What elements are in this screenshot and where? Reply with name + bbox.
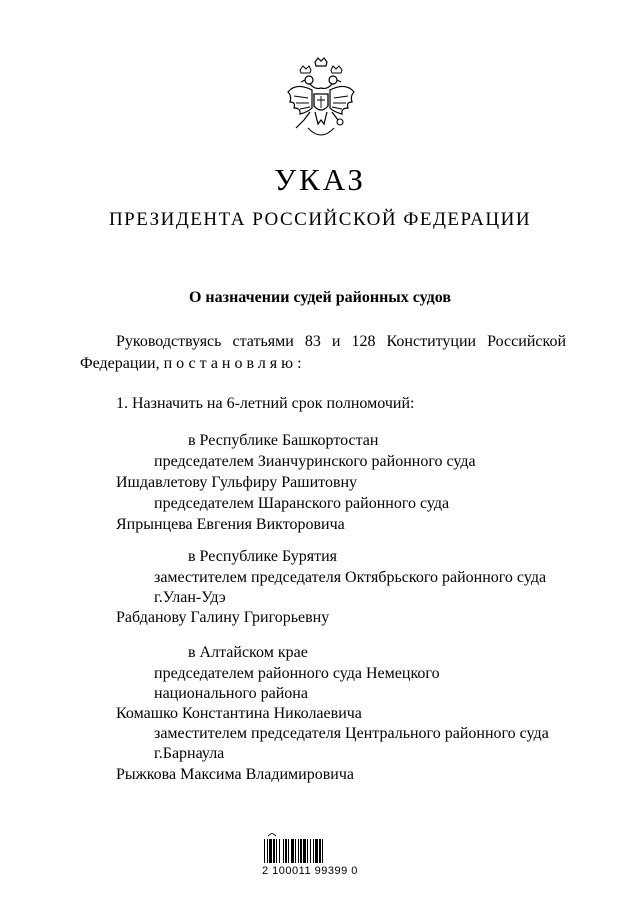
barcode-bar — [283, 839, 284, 863]
decree-title: УКАЗ — [274, 162, 366, 197]
section-3-region: в Алтайском крае — [188, 644, 308, 661]
barcode-bar — [279, 839, 280, 863]
barcode-bar — [303, 839, 306, 863]
decree-subtitle: ПРЕЗИДЕНТА РОССИЙСКОЙ ФЕДЕРАЦИИ — [108, 209, 532, 230]
barcode-bar — [269, 839, 272, 863]
coat-of-arms-emblem — [282, 56, 360, 146]
section-2-region: в Республике Бурятия — [188, 548, 338, 565]
barcode-bar — [300, 839, 302, 863]
preamble-decree-word: постановляю: — [163, 355, 306, 372]
section-2-line-3: Рабданову Галину Григорьевну — [116, 609, 330, 626]
barcode-bar — [315, 839, 318, 863]
barcode-bar — [298, 839, 299, 863]
section-3-line-5: г.Барнаула — [154, 745, 225, 762]
section-1-line-1: председателем Зианчуринского районного суда — [154, 453, 476, 470]
barcode-bar — [291, 839, 294, 863]
section-3-line-6: Рыжкова Максима Владимировича — [116, 766, 355, 783]
barcode-bar — [313, 839, 314, 863]
barcode-bar — [295, 839, 296, 863]
section-2-line-2: г.Улан-Удэ — [154, 589, 226, 606]
barcode-bar — [319, 839, 321, 863]
preamble-line-2 — [80, 353, 306, 375]
barcode-bar — [307, 839, 308, 863]
barcode-bar — [288, 839, 289, 863]
section-1-line-2: Ишдавлетову Гульфиру Рашитовну — [116, 474, 358, 491]
barcode-graphic — [262, 833, 350, 865]
section-1-region: в Республике Башкортостан — [188, 432, 379, 449]
document-heading: О назначении судей районных судов — [188, 289, 451, 306]
section-3-line-2: национального района — [154, 685, 308, 702]
section-1-line-4: Япрынцева Евгения Викторовича — [116, 516, 345, 533]
section-3-line-1: председателем районного суда Немецкого — [154, 665, 440, 682]
section-2-line-1: заместителем председателя Октябрьского районного суда — [154, 569, 547, 586]
barcode-bar — [322, 839, 323, 863]
barcode-bar — [285, 839, 287, 863]
preamble-line2-start: Федерации, — [80, 355, 160, 372]
preamble-text: Руководствуясь статьями 83 и 128 Конституции Российской — [116, 333, 566, 350]
barcode-number: 2 100011 99399 0 — [262, 865, 358, 877]
barcode-bar — [273, 839, 275, 863]
barcode-bar — [264, 839, 265, 863]
section-3-line-4: заместителем председателя Центрального районного суда — [154, 725, 549, 742]
barcode-bar — [276, 839, 277, 863]
preamble-line-1 — [80, 331, 566, 353]
barcode-bar — [310, 839, 311, 863]
item-1: 1. Назначить на 6-летний срок полномочий: — [116, 395, 415, 412]
barcode-bar — [267, 839, 268, 863]
section-1-line-3: председателем Шаранского районного суда — [154, 495, 450, 512]
section-3-line-3: Комашко Константина Николаевича — [116, 705, 362, 722]
